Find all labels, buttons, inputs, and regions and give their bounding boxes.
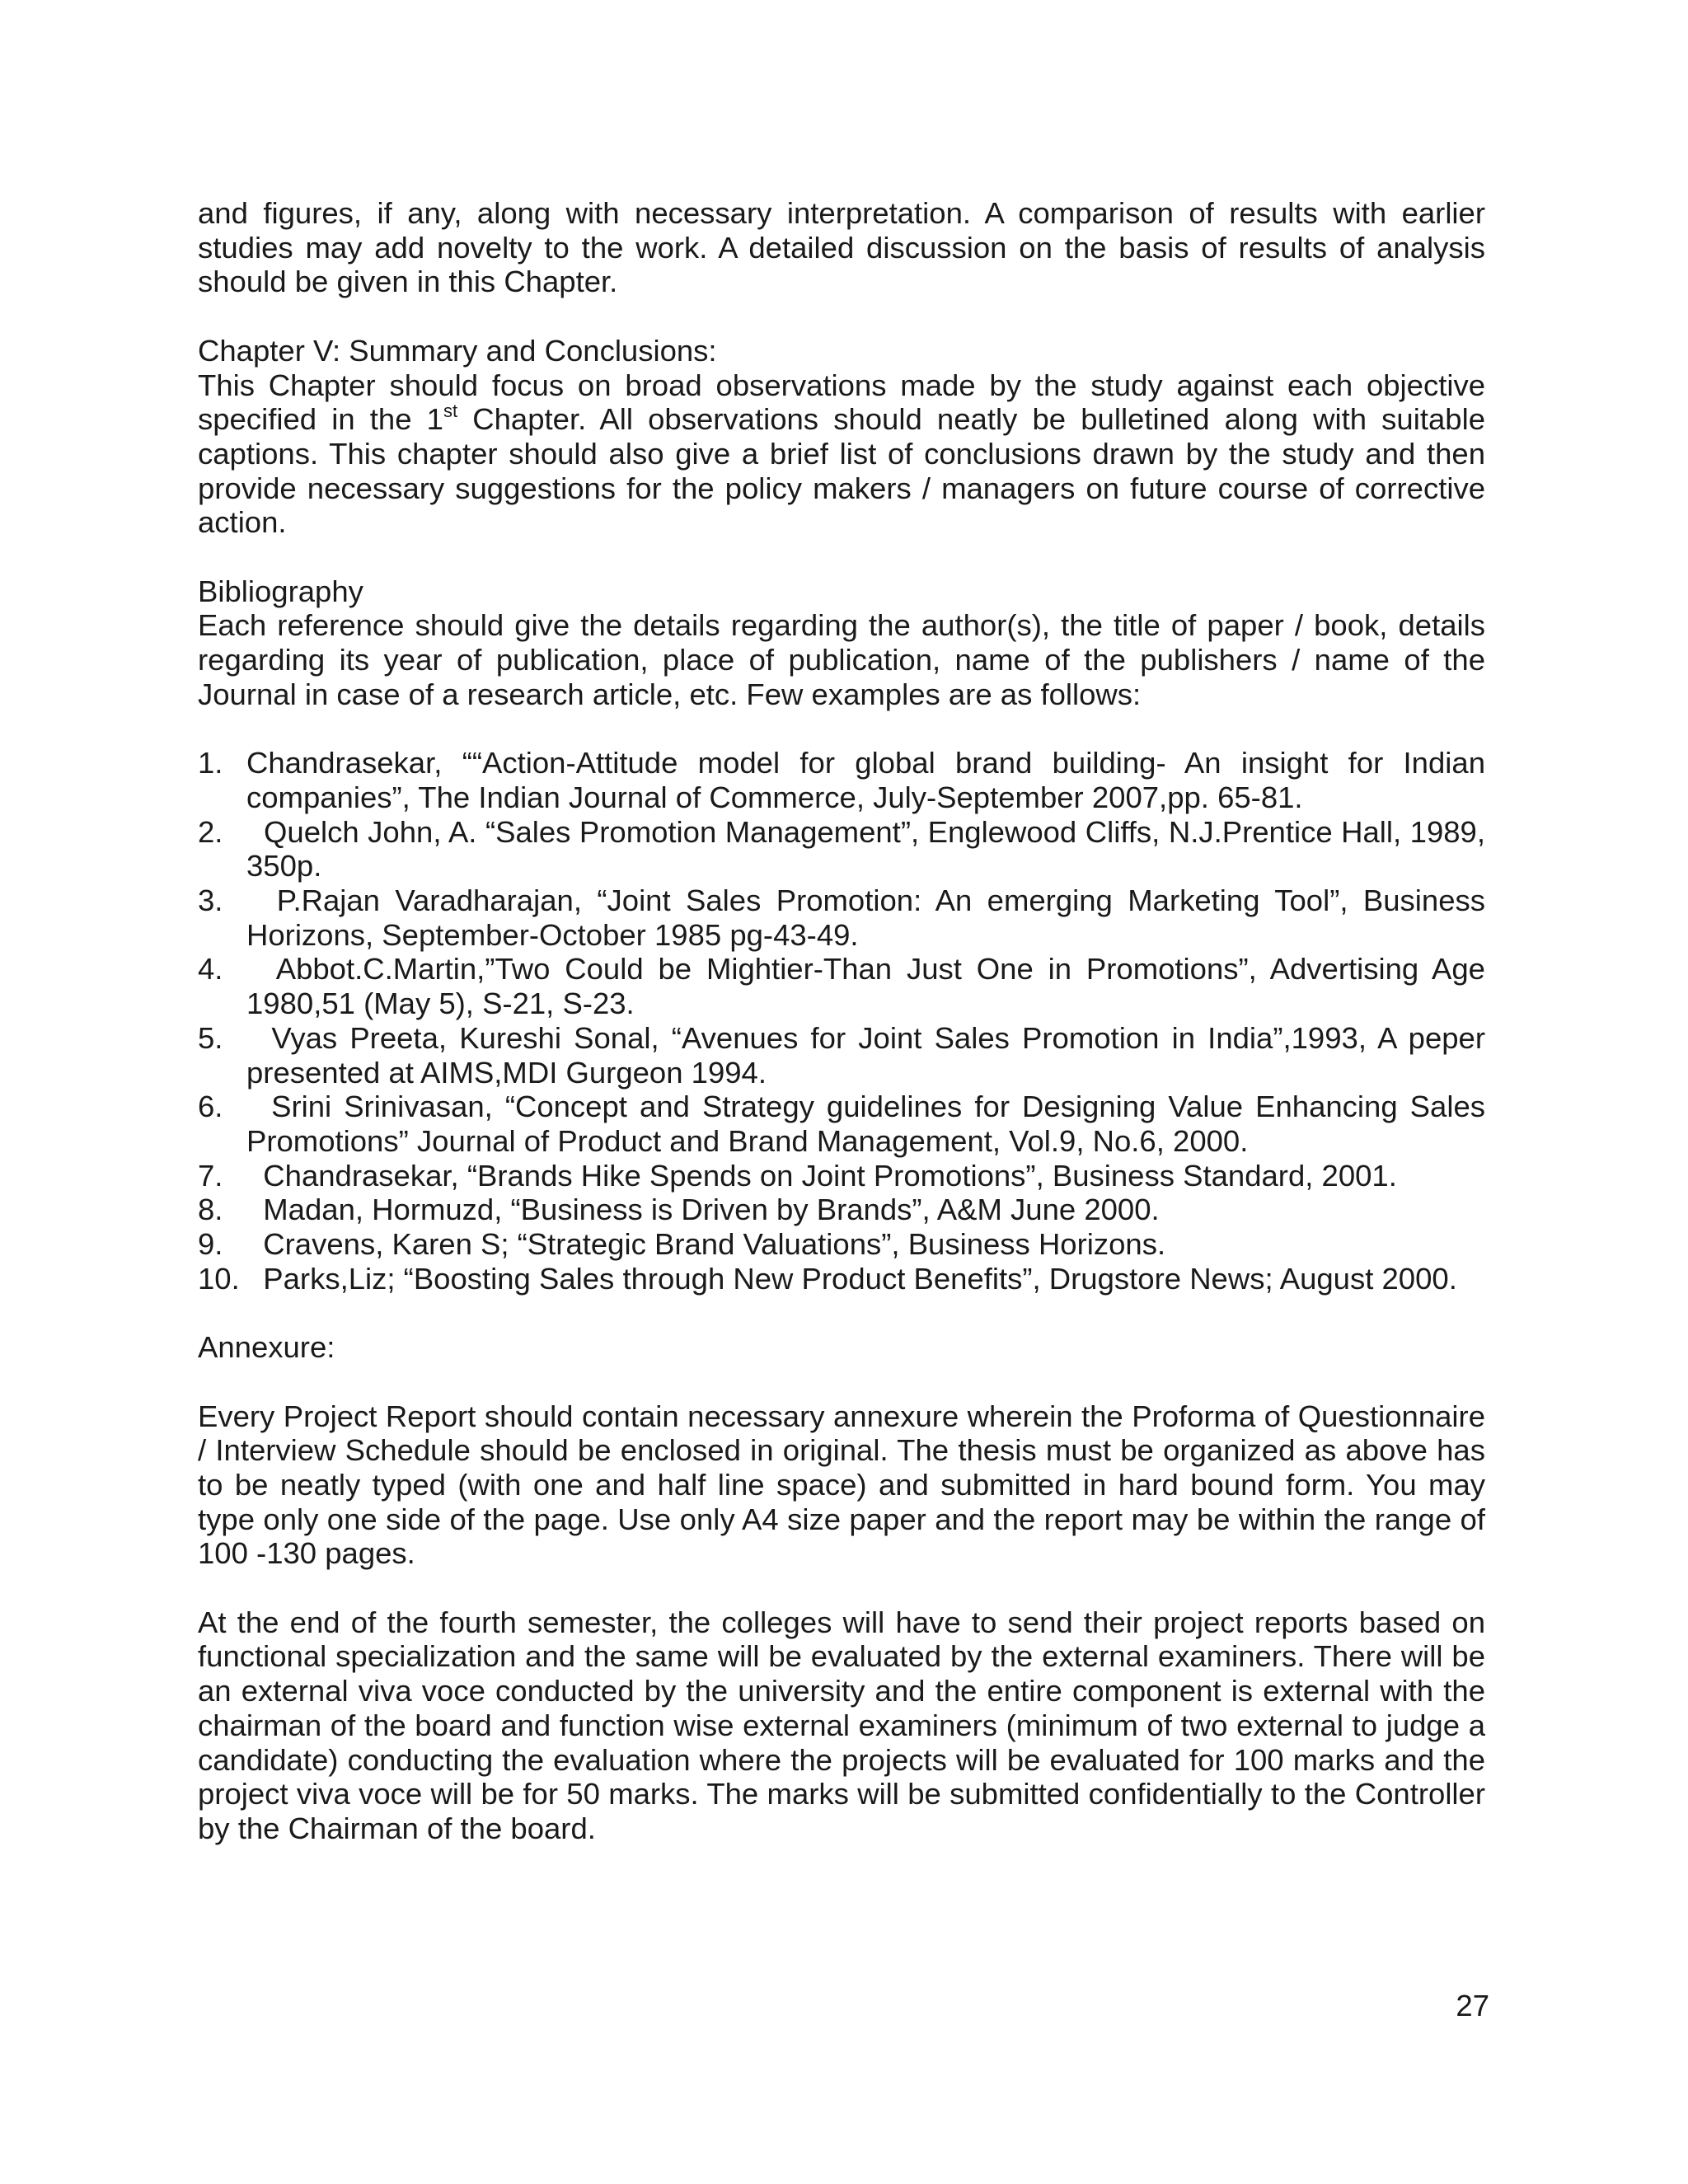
reference-item	[198, 1227, 1485, 1262]
reference-item	[198, 1159, 1485, 1193]
chapter5-heading: Chapter V: Summary and Conclusions:	[198, 333, 717, 368]
reference-item	[198, 952, 1485, 1020]
bibliography-paragraph: Each reference should give the details regarding the author(s), the title of paper / book, details regarding its year of publication, place of publication, name of the publishers / name of the Journal in case of a research article, etc. Few examples are as follows:	[198, 608, 1485, 711]
reference-item	[198, 883, 1485, 952]
reference-number: 9.	[198, 1227, 223, 1262]
reference-text: Vyas Preeta, Kureshi Sonal, “Avenues for Joint Sales Promotion in India”,1993, A peper presented at AIMS,MDI Gurgeon 1994.	[246, 1020, 1485, 1090]
spacer	[198, 1365, 1485, 1399]
reference-text: P.Rajan Varadharajan, “Joint Sales Promotion: An emerging Marketing Tool”, Business Horizons, September-October 1985 pg-43-49.	[246, 883, 1485, 952]
spacer	[198, 299, 1485, 334]
reference-number: 8.	[198, 1193, 223, 1227]
reference-text: Madan, Hormuzd, “Business is Driven by Brands”, A&M June 2000.	[246, 1193, 1160, 1227]
page-number: 27	[1456, 1989, 1489, 2022]
reference-number: 1.	[198, 746, 223, 780]
reference-number: 10.	[198, 1261, 240, 1296]
reference-text: Chandrasekar, ““Action-Attitude model for global brand building- An insight for Indian companies”, The Indian Journal of Commerce, July-September 2007,pp. 65-81.	[246, 746, 1485, 814]
spacer	[198, 540, 1485, 574]
intro-paragraph: and figures, if any, along with necessary interpretation. A comparison of results with earlier studies may add novelty to the work. A detailed discussion on the basis of results of analysis should be given in this Chapter.	[198, 196, 1485, 299]
document-page	[198, 196, 1485, 1846]
reference-number: 5.	[198, 1020, 223, 1055]
annexure-paragraph-1: Every Project Report should contain necessary annexure wherein the Proforma of Questionnaire / Interview Schedule should be enclosed in original. The thesis must be organized as above has to be neatly typed (with one and half line space) and submitted in hard bound form. You may type only one side of the page. Use only A4 size paper and the report may be within the range of 100 -130 pages.	[198, 1399, 1485, 1571]
reference-item	[198, 815, 1485, 883]
bibliography-heading: Bibliography	[198, 574, 363, 608]
chapter5-paragraph	[198, 368, 1485, 541]
reference-text: Quelch John, A. “Sales Promotion Management”, Englewood Cliffs, N.J.Prentice Hall, 1989, 350p.	[246, 814, 1485, 883]
reference-number: 3.	[198, 883, 223, 918]
reference-text: Srini Srinivasan, “Concept and Strategy guidelines for Designing Value Enhancing Sales Promotions” Journal of Product and Brand Management, Vol.9, No.6, 2000.	[246, 1090, 1485, 1158]
reference-number: 2.	[198, 814, 223, 849]
spacer	[198, 712, 1485, 747]
reference-text: Parks,Liz; “Boosting Sales through New Product Benefits”, Drugstore News; August 2000.	[246, 1261, 1457, 1296]
chapter5-superscript: st	[443, 401, 458, 422]
reference-text: Chandrasekar, “Brands Hike Spends on Joint Promotions”, Business Standard, 2001.	[246, 1158, 1397, 1193]
reference-item	[198, 746, 1485, 814]
reference-item	[198, 1021, 1485, 1090]
annexure-paragraph-2: At the end of the fourth semester, the colleges will have to send their project reports based on functional specialization and the same will be evaluated by the external examiners. There will be an external viva voce conducted by the university and the entire component is external with the chairman of the board and function wise external examiners (minimum of two external to judge a candidate) conducting the evaluation where the projects will be evaluated for 100 marks and the project viva voce will be for 50 marks. The marks will be submitted confidentially to the Controller by the Chairman of the board.	[198, 1605, 1485, 1845]
reference-item	[198, 1193, 1485, 1227]
reference-list	[198, 746, 1485, 1296]
spacer	[198, 1571, 1485, 1605]
spacer	[198, 1296, 1485, 1330]
reference-number: 6.	[198, 1090, 223, 1124]
chapter5-text-part2: Chapter. All observations should neatly be bulletined along with suitable captions. This chapter should also give a brief list of conclusions drawn by the study and then provide necessary suggestions for the policy makers / managers on future course of corrective action.	[198, 402, 1485, 540]
reference-text: Abbot.C.Martin,”Two Could be Mightier-Than Just One in Promotions”, Advertising Age 1980,51 (May 5), S-21, S-23.	[246, 952, 1485, 1021]
chapter5-text-part1: This Chapter should focus on broad observations made by the study against each objective specified in the 1	[198, 368, 1485, 437]
reference-item	[198, 1262, 1485, 1296]
reference-number: 7.	[198, 1158, 223, 1193]
annexure-heading: Annexure:	[198, 1330, 335, 1365]
reference-number: 4.	[198, 952, 223, 987]
reference-text: Cravens, Karen S; “Strategic Brand Valuations”, Business Horizons.	[246, 1227, 1166, 1262]
reference-item	[198, 1090, 1485, 1158]
